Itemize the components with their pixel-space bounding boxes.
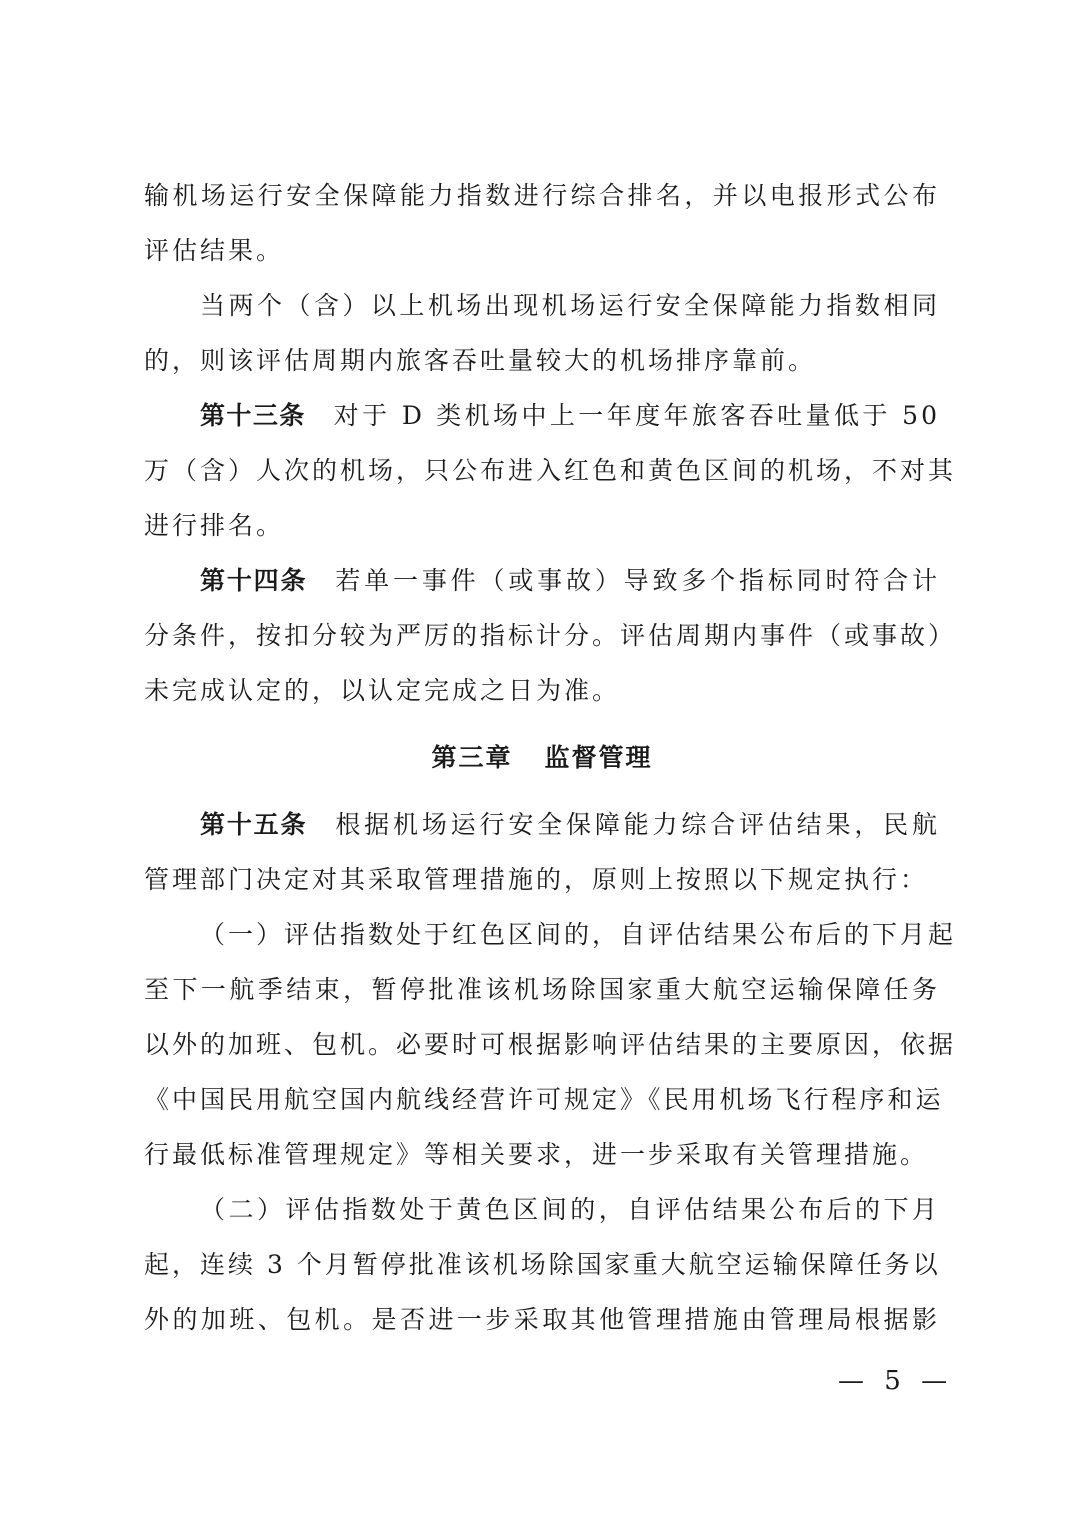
text-line: 分条件，按扣分较为严厉的指标计分。评估周期内事件（或事故） xyxy=(144,621,957,650)
document-body xyxy=(144,168,957,1347)
chapter-heading xyxy=(144,730,940,785)
text-line: 万（含）人次的机场，只公布进入红色和黄色区间的机场，不对其 xyxy=(144,456,957,485)
text-line: 输机场运行安全保障能力指数进行综合排名，并以电报形式公布 xyxy=(144,181,940,210)
item-yellow-zone xyxy=(144,1182,940,1347)
article-heading: 第十四条 xyxy=(200,566,308,595)
text-line: 以外的加班、包机。必要时可根据影响评估结果的主要原因，依据 xyxy=(144,1030,957,1059)
article-15 xyxy=(144,797,940,907)
text-line: （一）评估指数处于红色区间的，自评估结果公布后的下月起 xyxy=(200,920,957,949)
article-text: 根据机场运行安全保障能力综合评估结果，民航 xyxy=(335,810,940,839)
text-line: 未完成认定的，以认定完成之日为准。 xyxy=(144,676,621,705)
item-red-zone xyxy=(144,907,957,1182)
article-text: 对于 D 类机场中上一年度年旅客吞吐量低于 50 xyxy=(333,401,940,430)
text-line xyxy=(144,388,940,443)
chapter-number: 第三章 xyxy=(431,743,513,772)
article-text: 若单一事件（或事故）导致多个指标同时符合计 xyxy=(335,566,940,595)
article-heading: 第十五条 xyxy=(200,810,308,839)
text-line: 管理部门决定对其采取管理措施的，原则上按照以下规定执行： xyxy=(144,865,929,894)
text-line: 行最低标准管理规定》等相关要求，进一步采取有关管理措施。 xyxy=(144,1140,929,1169)
text-line: 至下一航季结束，暂停批准该机场除国家重大航空运输保障任务 xyxy=(144,975,940,1004)
article-heading: 第十三条 xyxy=(200,401,306,430)
text-line: 起，连续 3 个月暂停批准该机场除国家重大航空运输保障任务以 xyxy=(144,1250,941,1279)
text-line: 当两个（含）以上机场出现机场运行安全保障能力指数相同 xyxy=(200,291,940,320)
paragraph-continuation xyxy=(144,168,940,278)
text-line: （二）评估指数处于黄色区间的，自评估结果公布后的下月 xyxy=(200,1195,940,1224)
chapter-title: 监督管理 xyxy=(544,743,653,772)
text-line xyxy=(144,553,940,608)
article-13 xyxy=(144,388,957,553)
text-line: 进行排名。 xyxy=(144,511,285,540)
article-14 xyxy=(144,553,957,718)
paragraph-ranking-tie xyxy=(144,278,940,388)
text-line: 的，则该评估周期内旅客吞吐量较大的机场排序靠前。 xyxy=(144,346,817,375)
text-line: 评估结果。 xyxy=(144,236,285,265)
page-number: — 5 — xyxy=(838,1366,954,1396)
text-line xyxy=(144,797,940,852)
text-line: 《中国民用航空国内航线经营许可规定》《民用机场飞行程序和运 xyxy=(144,1085,944,1114)
text-line: 外的加班、包机。是否进一步采取其他管理措施由管理局根据影 xyxy=(144,1305,940,1334)
